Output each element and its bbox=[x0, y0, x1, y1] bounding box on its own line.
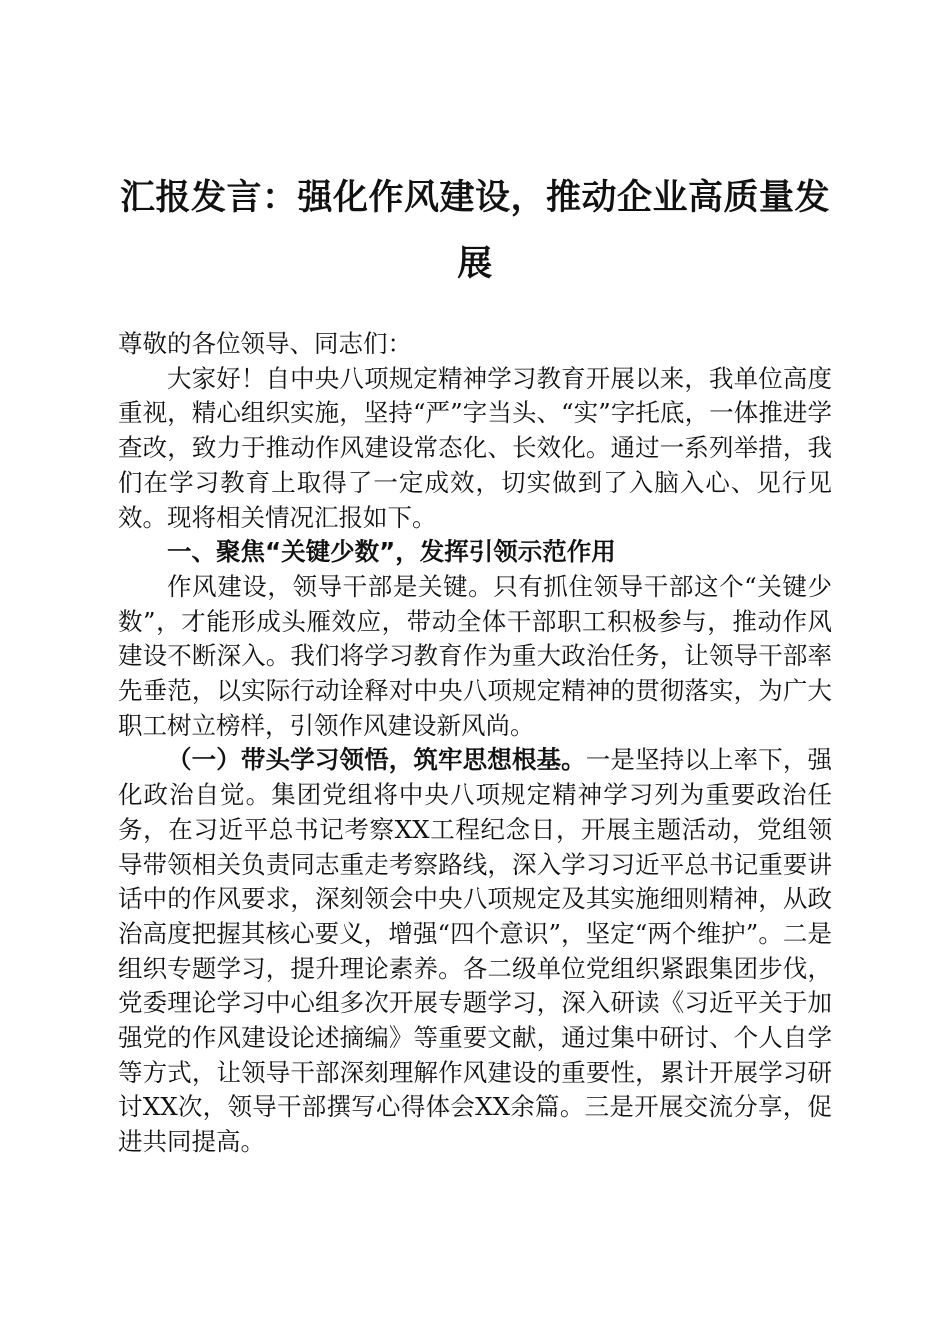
greeting: 尊敬的各位领导、同志们： bbox=[118, 329, 412, 358]
subsection-paragraph-1 bbox=[118, 743, 832, 1159]
section-heading-1: 一、聚焦“关键少数”，发挥引领示范作用 bbox=[167, 537, 616, 567]
document-body bbox=[118, 327, 832, 1160]
intro-paragraph: 大家好！自中央八项规定精神学习教育开展以来，我单位高度重视，精心组织实施，坚持“严”字当头、“实”字托底，一体推进学查改，致力于推动作风建设常态化、长效化。通过一系列举措，我们在学习教育上取得了一定成效，切实做到了入脑入心、见行见效。现将相关情况汇报如下。 bbox=[118, 363, 832, 532]
document-page bbox=[118, 165, 832, 1160]
subsection-text-1: 一是坚持以上率下，强化政治自觉。集团党组将中央八项规定精神学习列为重要政治任务，在习近平总书记考察XX工程纪念日，开展主题活动，党组领导带领相关负责同志重走考察路线，深入学习习近平总书记重要讲话中的作风要求，深刻领会中央八项规定及其实施细则精神，从政治高度把握其核心要义，增强“四个意识”，坚定“两个维护”。二是组织专题学习，提升理论素养。各二级单位党组织紧跟集团步伐，党委理论学习中心组多次开展专题学习，深入研读《习近平关于加强党的作风建设论述摘编》等重要文献，通过集中研讨、个人自学等方式，让领导干部深刻理解作风建设的重要性，累计开展学习研讨XX次，领导干部撰写心得体会XX余篇。三是开展交流分享，促进共同提高。 bbox=[118, 745, 833, 1157]
document-title: 汇报发言：强化作风建设，推动企业高质量发展 bbox=[119, 178, 830, 284]
subsection-heading-1: （一）带头学习领悟，筑牢思想根基。 bbox=[167, 745, 586, 775]
section-paragraph-1: 作风建设，领导干部是关键。只有抓住领导干部这个“关键少数”，才能形成头雁效应，带动全体干部职工积极参与，推动作风建设不断深入。我们将学习教育作为重大政治任务，让领导干部率先垂范，以实际行动诠释对中央八项规定精神的贯彻落实，为广大职工树立榜样，引领作风建设新风尚。 bbox=[118, 571, 832, 740]
